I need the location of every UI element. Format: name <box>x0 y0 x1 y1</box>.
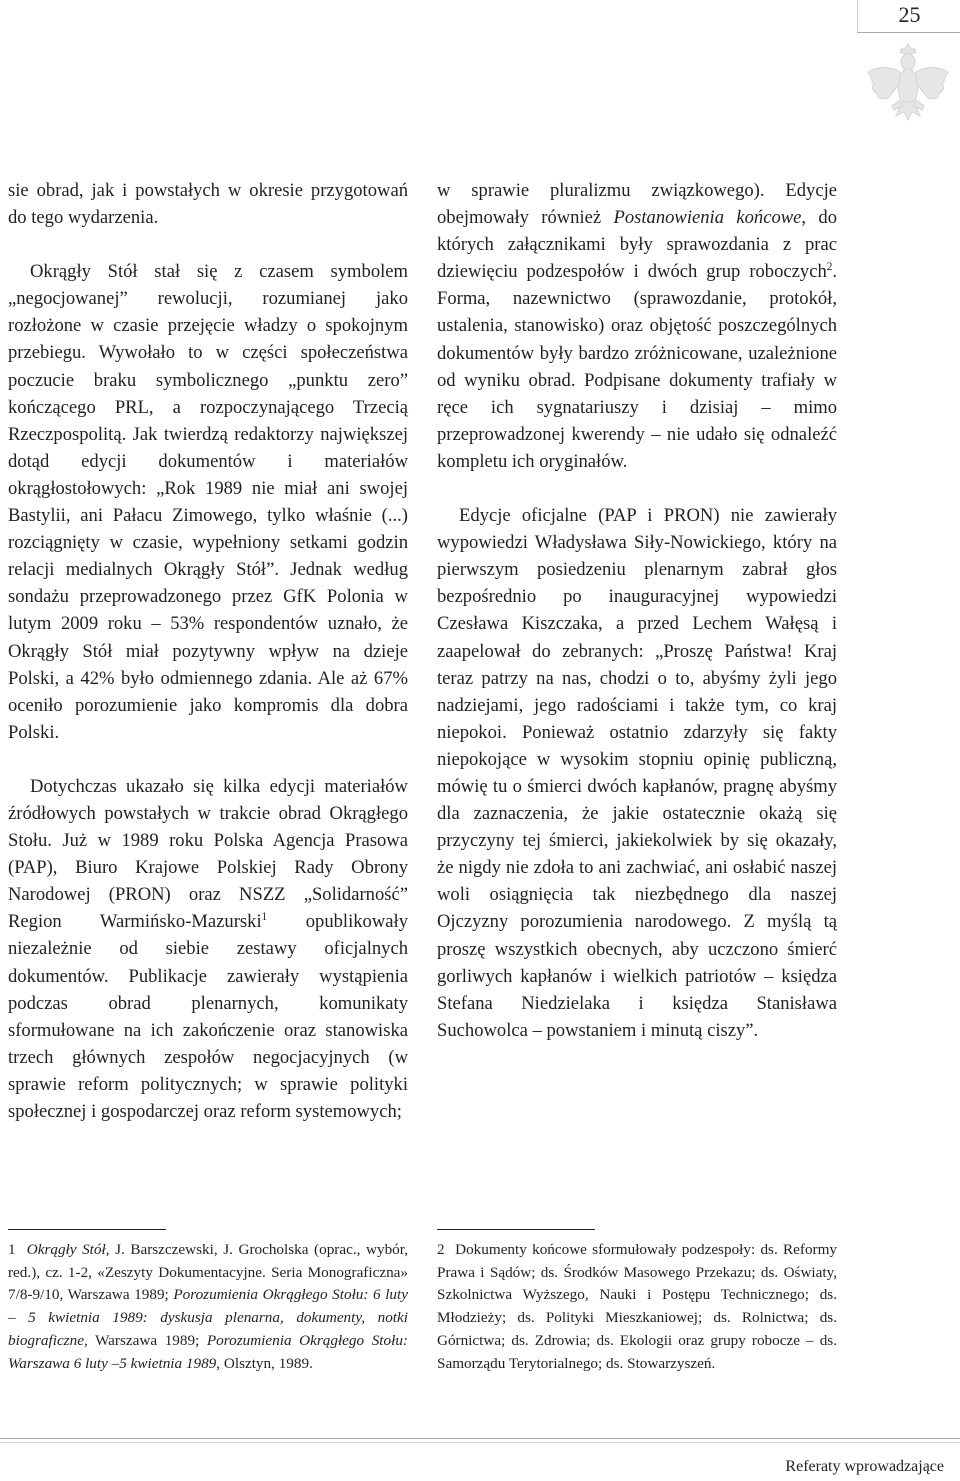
paragraph: sie obrad, jak i powstałych w okresie przygotowań do tego wydarzenia. <box>8 180 408 229</box>
page-number-box <box>857 0 960 33</box>
paragraph: Okrągły Stół stał się z czasem symbolem „negocjowanej” rewolucji, rozumianej jako rozłożone w czasie przejęcie władzy o spokojnym przebiegu. Wywołało to w części społeczeństwa poczucie braku symbolicznego „punktu zero” kończącego PRL, a rozpoczynającego Trzecią Rzeczpospolitą. Jak twierdzą redaktorzy największej dotąd edycji dokumentów i materiałów okrągłostołowych: „Rok 1989 nie miał ani swojej Bastylii, ani Pałacu Zimowego, tylko właśnie (...) rozciągnięty w czasie, wypełniony setkami godzin relacji medialnych Okrągły Stół”. Jednak według sondażu przeprowadzonego przez GfK Polonia w lutym 2009 roku – 53% respondentów uznało, że Okrągły Stół miał pozytywny wpływ na dzieje Polski, a 42% było odmiennego zdania. Ale aż 67% oceniło porozumienie jako kompromis dla dobra Polski. <box>8 261 408 743</box>
paragraph: Dotychczas ukazało się kilka edycji materiałów źródłowych powstałych w trakcie obrad Okrągłego Stołu. Już w 1989 roku Polska Agencja Prasowa (PAP), Biuro Krajowe Polskiej Rady Obrony Narodowej (PRON) oraz NSZZ „Solidarność” Region Warmińsko-Mazurski$^1$ opublikowały niezależnie od siebie zestawy oficjalnych dokumentów. Publikacje zawierały wystąpienia podczas obrad plenarnych, komunikaty sformułowane na ich zakończenie oraz stanowiska trzech głównych zespołów negocjacyjnych (w sprawie reform politycznych; w sprawie polityki społecznej i gospodarczej oraz reform systemowych; <box>8 775 408 1122</box>
page-number: 25 <box>898 2 921 27</box>
footer-rule <box>0 1442 960 1443</box>
footnote-ref[interactable]: 2 <box>826 261 833 274</box>
footnote-1: 1 Okrągły Stół, J. Barszczewski, J. Grocholska (oprac., wybór, red.), cz. 1-2, «Zeszyty Dokumentacyjne. Seria Monograficzna» 7/8-9/10, Warszawa 1989; Porozumienia Okrągłego Stołu: 6 luty – 5 kwietnia 1989: dyskusja plenarna, dokumenty, notki biograficzne, Warszawa 1989; Porozumienia Okrągłego Stołu: Warszawa 6 luty –5 kwietnia 1989, Olsztyn, 1989. <box>8 1241 408 1372</box>
paragraph: Edycje oficjalne (PAP i PRON) nie zawierały wypowiedzi Władysława Siły-Nowickiego, który na pierwszym posiedzeniu plenarnym zabrał głos bezpośrednio po inauguracyjnej wypowiedzi Czesława Kiszczaka, a przed Lechem Wałęsą i zaapelował do zebranych: „Proszę Państwa! Kraj teraz patrzy na nas, chodzi o to, abyśmy żyli jego nadziejami, jego radościami i także tym, co kraj niepokoi. Ponieważ ostatnio zdarzyły się fakty niepokojące w wysokim stopniu opinię publiczną, mówię tu o śmierci dwóch kapłanów, pragnę abyśmy dla zaznaczenia, że jakie ostatecznie okażą się przyczyny tej śmierci, jakiekolwiek by się okazały, że nigdy nie zdoła to ani zachwiać, ani osłabić naszej woli osiągnięcia tak niezbędnego dla naszej Ojczyzny porozumienia narodowego. Z myślą tą proszę wszystkich obecnych, aby uczczono śmierć gorliwych kapłanów i wielkich patriotów – księdza Stefana Niedzielaka i księdza Stanisława Suchowolca – powstaniem i minutą ciszy”. <box>437 505 837 1041</box>
footnote-ref[interactable]: 1 <box>261 911 268 924</box>
footnote-divider <box>8 1229 166 1230</box>
left-text-column <box>8 177 408 1125</box>
right-text-column <box>437 177 837 1044</box>
polish-eagle-emblem-icon <box>858 36 958 128</box>
paragraph: w sprawie pluralizmu związkowego). Edycje obejmowały również Postanowienia końcowe, do których załącznikami były sprawozdania z prac dziewięciu podzespołów i dwóch grup roboczych$^2$. Forma, nazewnictwo (sprawozdanie, protokół, ustalenia, stanowisko) oraz objętość poszczególnych dokumentów były bardzo zróżnicowane, uzależnione od wyniku obrad. Podpisane dokumenty trafiały w ręce ich sygnatariuszy i dzisiaj – mimo przeprowadzonej kwerendy – nie udało się odnaleźć kompletu ich oryginałów. <box>437 180 837 472</box>
footnote-divider <box>437 1229 595 1230</box>
footnote-2: 2 Dokumenty końcowe sformułowały podzespoły: ds. Reformy Prawa i Sądów; ds. Środków Masowego Przekazu; ds. Oświaty, Szkolnictwa Wyższego, Nauki i Postępu Technicznego; ds. Młodzieży; ds. Polityki Mieszkaniowej; ds. Rolnictwa; ds. Górnictwa; ds. Zdrowia; ds. Ekologii oraz grupy robocze – ds. Samorządu Terytorialnego; ds. Stowarzyszeń. <box>437 1241 837 1372</box>
section-title: Referaty wprowadzające <box>785 1458 944 1475</box>
footer-rule <box>0 1438 960 1439</box>
